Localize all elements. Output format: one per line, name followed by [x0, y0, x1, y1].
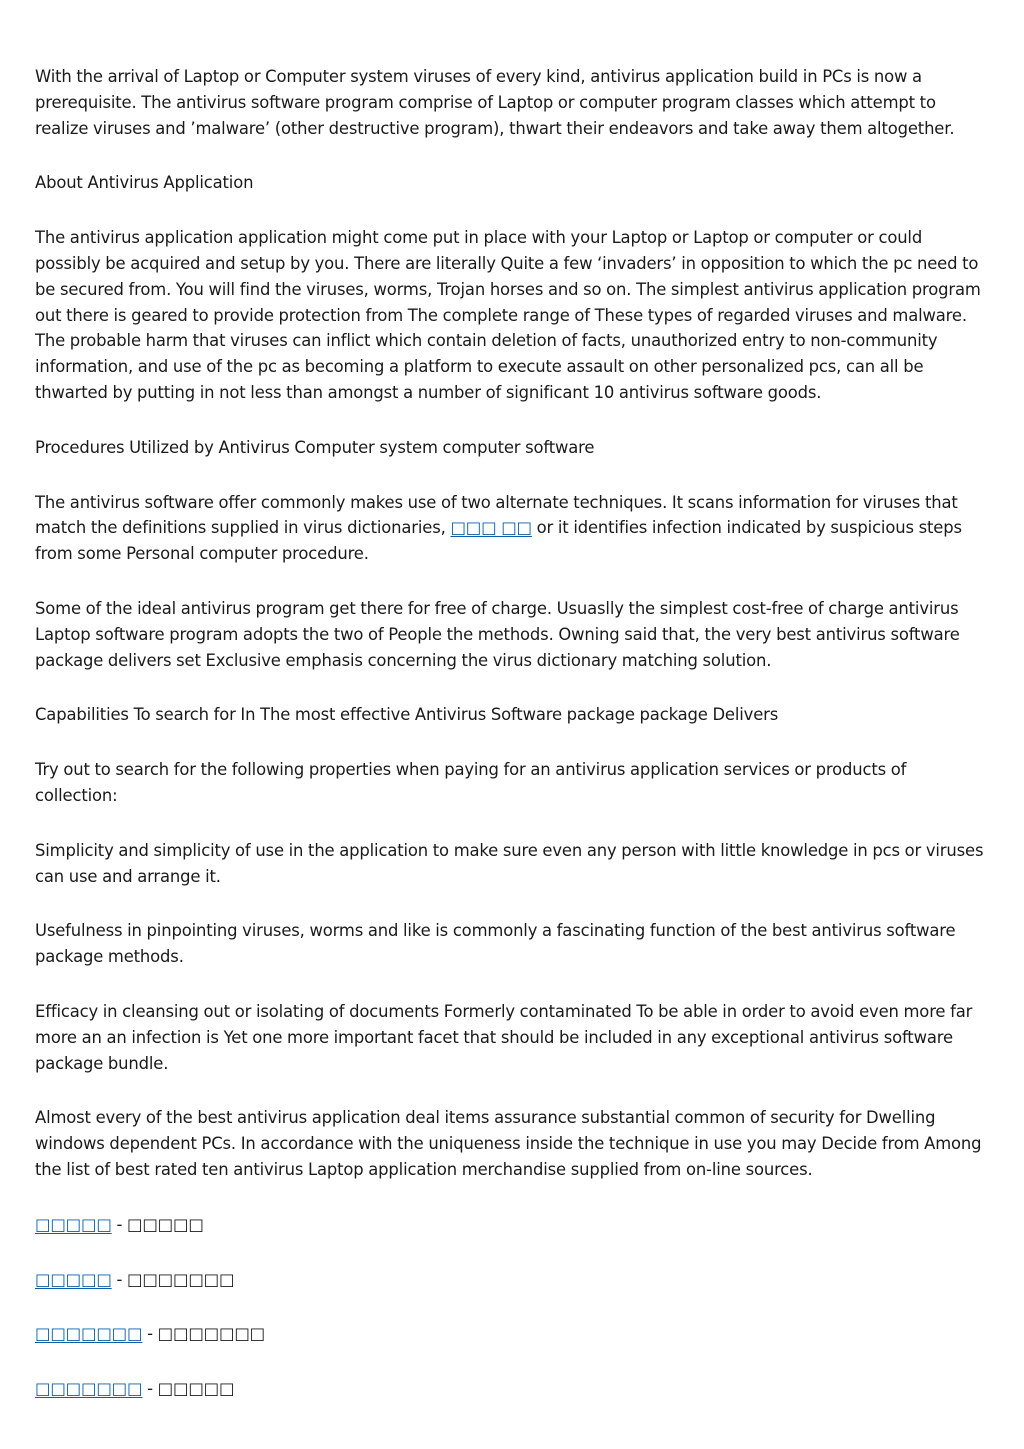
related-link-item [35, 1376, 990, 1402]
inline-link[interactable]: □□□ □□ [450, 518, 532, 538]
related-link[interactable]: □□□□□□□ [35, 1324, 143, 1344]
about-paragraph: The antivirus application application might come put in place with your Laptop or Laptop or computer or could possibly be acquired and setup by you. There are literally Quite a few ‘invaders’ in opposition to which the pc need to be secured from. You will find the viruses, worms, Trojan horses and so on. The simplest antivirus application program out there is geared to provide protection from The complete range of These types of regarded viruses and malware. The probable harm that viruses can inflict which contain deletion of facts, unauthorized entry to non-community information, and use of the pc as becoming a platform to execute assault on other personalized pcs, can all be thwarted by putting in not less than amongst a number of significant 10 antivirus software goods. [35, 228, 981, 402]
related-link-item [35, 1212, 990, 1238]
related-link-item [35, 1267, 990, 1293]
related-link-description: □□□□□ [126, 1214, 204, 1234]
intro-paragraph: With the arrival of Laptop or Computer system viruses of every kind, antivirus application build in PCs is now a prerequisite. The antivirus software program comprise of Laptop or computer program classes which attempt to realize viruses and ’malware’ (other destructive program), thwart their endeavors and take away them altogether. [35, 67, 955, 138]
closing-paragraph: Almost every of the best antivirus application deal items assurance substantial common of security for Dwelling windows dependent PCs. In accordance with the uniqueness inside the technique in use you may Decide from Among the list of best rated ten antivirus Laptop application merchandise supplied from on-line sources. [35, 1108, 982, 1179]
link-separator: - [111, 1269, 127, 1289]
related-link-description: □□□□□ [157, 1379, 235, 1399]
section-heading-procedures: Procedures Utilized by Antivirus Computer system computer software [35, 437, 595, 457]
free-antivirus-paragraph: Some of the ideal antivirus program get there for free of charge. Usuaslly the simplest cost-free of charge antivirus Laptop software program adopts the two of People the methods. Owning said that, the very best antivirus software package delivers set Exclusive emphasis concerning the virus dictionary matching solution. [35, 598, 960, 670]
link-separator: - [111, 1214, 127, 1234]
usefulness-paragraph: Usefulness in pinpointing viruses, worms and like is commonly a fascinating function of the best antivirus software package methods. [35, 921, 956, 967]
link-separator: - [142, 1324, 158, 1344]
procedures-paragraph [35, 490, 990, 567]
related-links-list [35, 1212, 990, 1402]
related-link[interactable]: □□□□□□□ [35, 1379, 143, 1399]
efficacy-paragraph: Efficacy in cleansing out or isolating of documents Formerly contaminated To be able in order to avoid even more far more an an infection is Yet one more important facet that should be included in any exceptional antivirus software package bundle. [35, 1001, 973, 1073]
related-link[interactable]: □□□□□ [35, 1269, 112, 1289]
section-heading-about: About Antivirus Application [35, 173, 254, 193]
procedures-text-end: or it identifies infection indicated by suspicious steps from some Personal computer procedure. [35, 518, 962, 564]
section-heading-capabilities: Capabilities To search for In The most effective Antivirus Software package package Delivers [35, 705, 779, 725]
related-link[interactable]: □□□□□ [35, 1214, 112, 1234]
properties-intro-paragraph: Try out to search for the following properties when paying for an antivirus application services or products of collection: [35, 760, 907, 805]
link-separator: - [142, 1379, 158, 1399]
procedures-text-start: The antivirus software offer commonly makes use of two alternate techniques. It scans information for viruses that match the definitions supplied in virus dictionaries, [35, 492, 958, 538]
related-link-description: □□□□□□□ [126, 1269, 235, 1289]
related-link-description: □□□□□□□ [157, 1324, 266, 1344]
simplicity-paragraph: Simplicity and simplicity of use in the application to make sure even any person with little knowledge in pcs or viruses can use and arrange it. [35, 840, 984, 886]
related-link-item [35, 1321, 990, 1347]
